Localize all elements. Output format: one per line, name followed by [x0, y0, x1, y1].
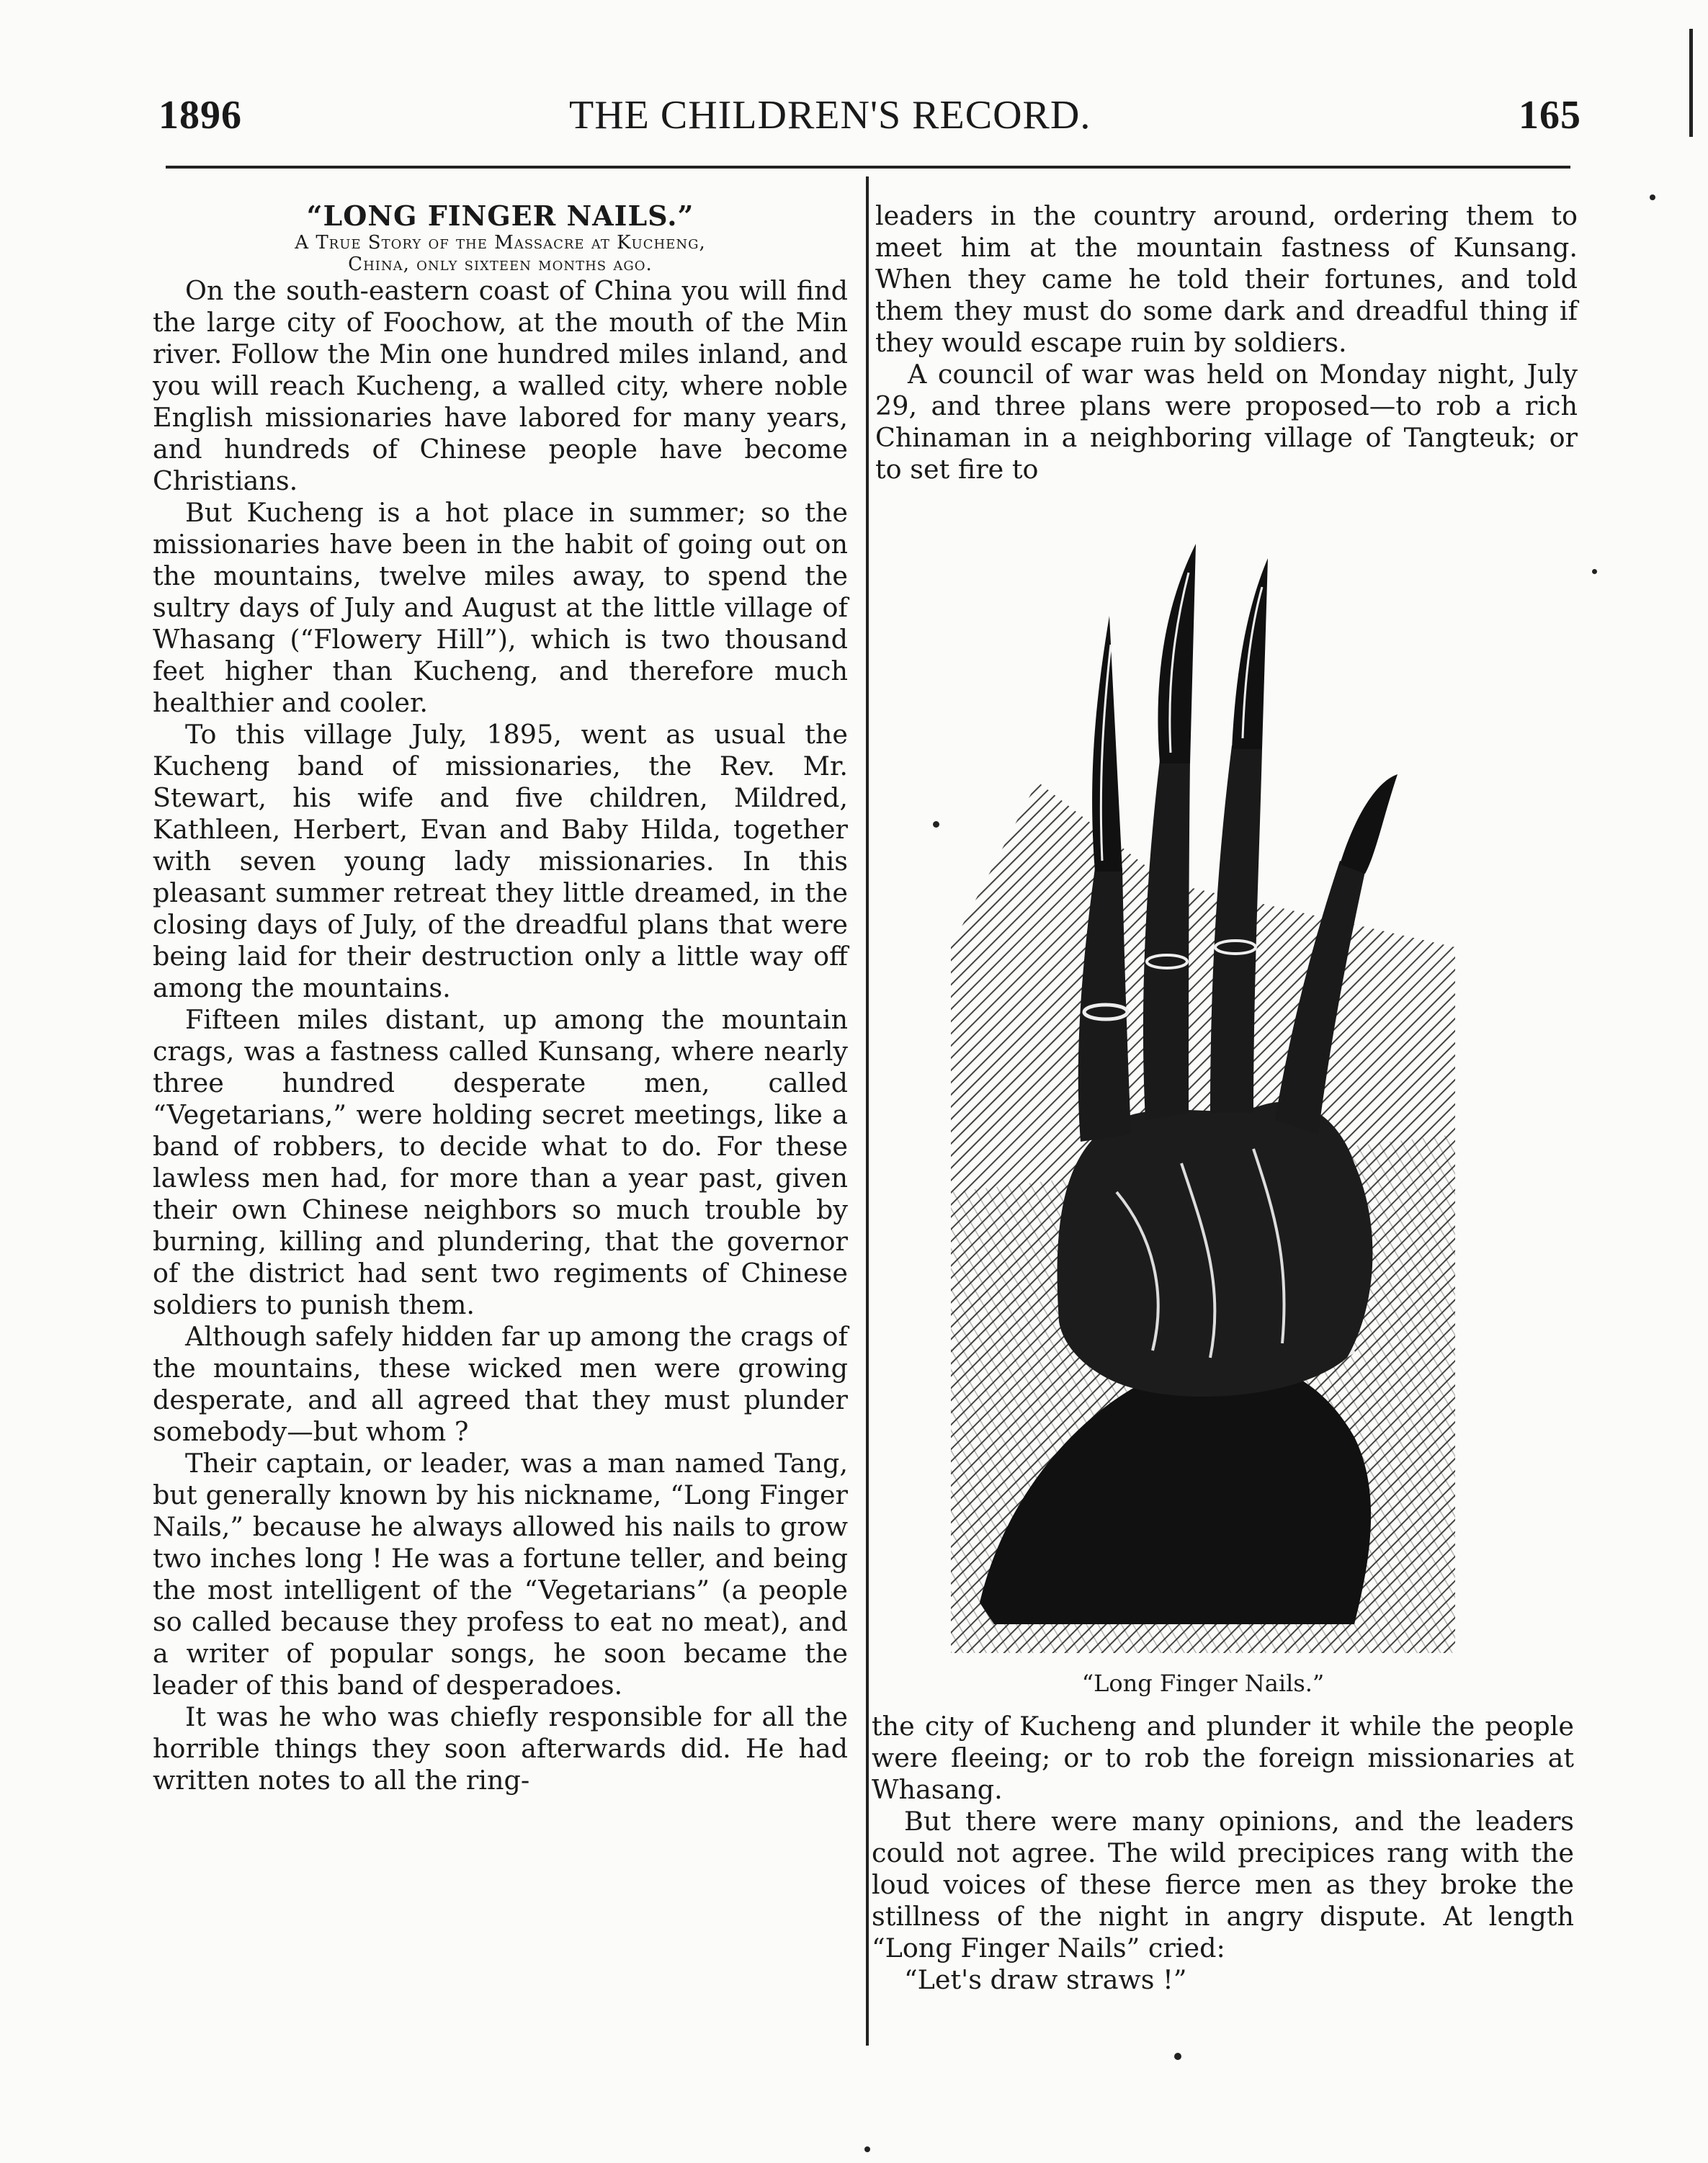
column-divider — [866, 176, 869, 2046]
paragraph: “Let's draw straws !” — [904, 1964, 1187, 1995]
article-subtitle — [153, 232, 848, 275]
paragraph: leaders in the country around, ordering them to meet him at the mountain fastness of Kunsang. When they came he told their fortunes, and told them they must do some dark and dreadful thing if they would escape ruin by soldiers. — [875, 200, 1578, 358]
paragraph: Although safely hidden far up among the crags of the mountains, these wicked men were growing desperate, and all agreed that they must plunder somebody—but whom ? — [153, 1321, 848, 1447]
paragraph: the city of Kucheng and plunder it while the people were fleeing; or to rob the foreign missionaries at Whasang. — [872, 1711, 1574, 1805]
paragraph: On the south-eastern coast of China you will find the large city of Foochow, at the mouth of the Min river. Follow the Min one hundred miles inland, and you will reach Kucheng, a walled city, where noble English missionaries have labored for many years, and hundreds of Chinese people have become Christians. — [153, 275, 848, 496]
scan-speck — [864, 2146, 870, 2152]
paragraph: But Kucheng is a hot place in summer; so the missionaries have been in the habit of going out on the mountains, twelve miles away, to spend the sultry days of July and August at the little village of Whasang (“Flowery Hill”), which is two thousand feet higher than Kucheng, and therefore much healthier and cooler. — [153, 497, 848, 718]
paragraph: But there were many opinions, and the leaders could not agree. The wild precipices rang with the loud voices of these fierce men as they broke the stillness of the night in angry dispute. At length “Long Finger Nails” cried: — [872, 1806, 1574, 1963]
subtitle-line-2: China, only sixteen months ago. — [348, 254, 653, 275]
paragraph: To this village July, 1895, went as usual the Kucheng band of missionaries, the Rev. Mr. Stewart, his wife and five children, Mildred, Kathleen, Herbert, Evan and Baby Hilda, together with seven young lady missionaries. In this pleasant summer retreat they little dreamed, in the closing days of July, of the dreadful plans that were being laid for their destruction only a little way off among the mountains. — [153, 719, 848, 1003]
paragraph: It was he who was chiefly responsible for all the horrible things they soon afterwards did. He had written notes to all the ring- — [153, 1701, 848, 1796]
header-title: THE CHILDREN'S RECORD. — [569, 93, 1091, 138]
paragraph: Fifteen miles distant, up among the mountain crags, was a fastness called Kunsang, where nearly three hundred desperate men, called “Vegetarians,” were holding secret meetings, like a band of robbers, to decide what to do. For these lawless men had, for more than a year past, given their own Chinese neighbors so much trouble by burning, killing and plundering, that the governor of the district had sent two regiments of Chinese soldiers to punish them. — [153, 1004, 848, 1320]
header-year: 1896 — [158, 93, 242, 138]
figure-caption: “Long Finger Nails.” — [1081, 1670, 1325, 1697]
running-header — [158, 92, 1581, 157]
header-page-number: 165 — [1519, 93, 1581, 138]
right-column-bottom — [872, 1711, 1574, 1996]
paragraph: Their captain, or leader, was a man named Tang, but generally known by his nickname, “Long Finger Nails,” because he always allowed his nails to grow two inches long ! He was a fortune teller, and being the most intelligent of the “Vegetarians” (a people so called because they profess to eat no meat), and a writer of popular songs, he soon became the leader of this band of desperadoes. — [153, 1448, 848, 1701]
right-column-top — [875, 200, 1578, 485]
scan-edge-mark — [1689, 29, 1693, 137]
article-title: “LONG FINGER NAILS.” — [306, 200, 694, 232]
hand-illustration — [951, 544, 1455, 1653]
scan-speck — [1650, 194, 1655, 200]
header-rule — [166, 166, 1570, 169]
scan-speck — [1174, 2053, 1181, 2060]
scan-speck — [933, 821, 939, 828]
subtitle-line-1: A True Story of the Massacre at Kucheng, — [295, 232, 706, 254]
left-column — [153, 200, 848, 1796]
scan-speck — [1592, 569, 1597, 574]
paragraph: A council of war was held on Monday night, July 29, and three plans were proposed—to rob a rich Chinaman in a neighboring village of Tangteuk; or to set fire to — [875, 359, 1578, 485]
